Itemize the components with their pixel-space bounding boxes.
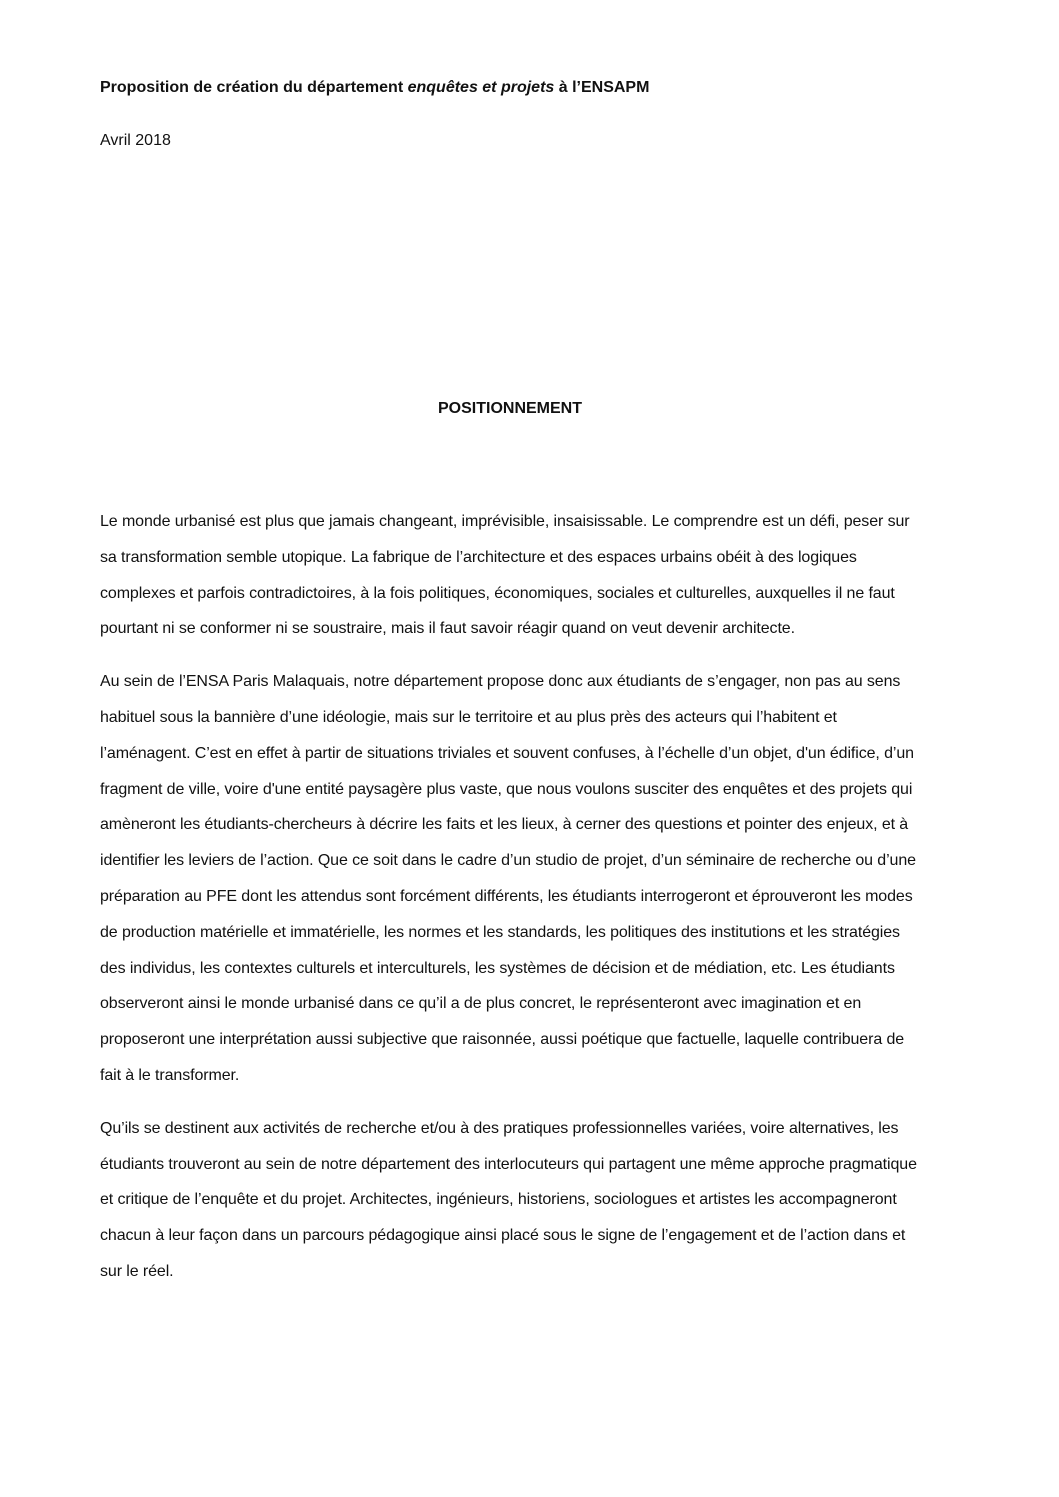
section-heading: POSITIONNEMENT	[437, 400, 582, 417]
document-date: Avril 2018	[100, 132, 171, 149]
document-title	[100, 77, 960, 99]
document-title-prefix: Proposition de création du département	[100, 79, 408, 96]
paragraph-3: Qu’ils se destinent aux activités de recherche et/ou à des pratiques professionnelles variées, voire alternatives, les étudiants trouveront au sein de notre département des interlocuteurs qui partagent une même approche pragmatique et critique de l’enquête et du projet. Architectes, ingénieurs, historiens, sociologues et artistes les accompagneront chacun à leur façon dans un parcours pédagogique ainsi placé sous le signe de l’engagement et de l’action dans et sur le réel.	[100, 1119, 917, 1280]
paragraph-2: Au sein de l’ENSA Paris Malaquais, notre département propose donc aux étudiants de s’engager, non pas au sens habituel sous la bannière d’une idéologie, mais sur le territoire et au plus près des acteurs qui l’habitent et l’aménagent. C’est en effet à partir de situations triviales et souvent confuses, à l’échelle d’un objet, d'un édifice, d’un fragment de ville, voire d'une entité paysagère plus vaste, que nous voulons susciter des enquêtes et des projets qui amèneront les étudiants-chercheurs à décrire les faits et les lieux, à cerner des questions et pointer des enjeux, et à identifier les leviers de l’action. Que ce soit dans le cadre d’un studio de projet, d’un séminaire de recherche ou d’une préparation au PFE dont les attendus sont forcément différents, les étudiants interrogeront et éprouveront les modes de production matérielle et immatérielle, les normes et les standards, les politiques des institutions et les stratégies des individus, les contextes culturels et interculturels, les systèmes de décision et de médiation, etc. Les étudiants observeront ainsi le monde urbanisé dans ce qu’il a de plus concret, le représenteront avec imagination et en proposeront une interprétation aussi subjective que raisonnée, aussi poétique que factuelle, laquelle contribuera de fait à le transformer.	[100, 673, 916, 1084]
document-title-italic: enquêtes et projets	[407, 79, 555, 96]
paragraph-1: Le monde urbanisé est plus que jamais changeant, imprévisible, insaisissable. Le comprendre est un défi, peser sur sa transformation semble utopique. La fabrique de l’architecture et des espaces urbains obéit à des logiques complexes et parfois contradictoires, à la fois politiques, économiques, sociales et culturelles, auxquelles il ne faut pourtant ni se conformer ni se soustraire, mais il faut savoir réagir quand on veut devenir architecte.	[100, 513, 910, 638]
body-text	[100, 504, 925, 1307]
document-title-suffix: à l’ENSAPM	[554, 79, 650, 96]
